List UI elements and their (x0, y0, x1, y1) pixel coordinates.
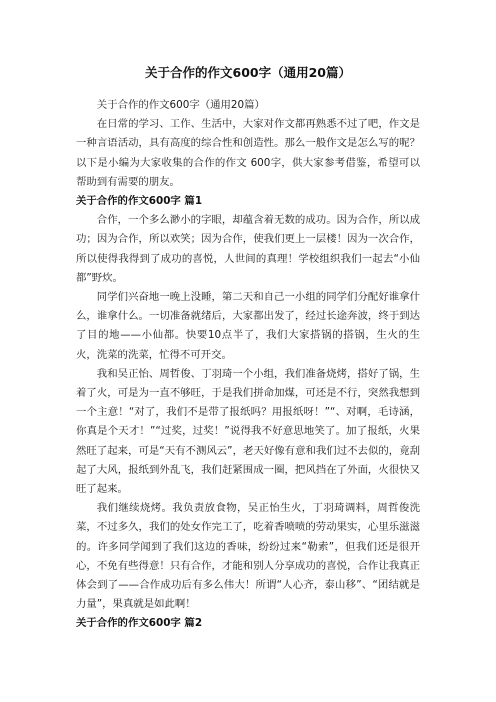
section-heading-2: 关于合作的作文600字 篇2 (76, 617, 203, 630)
section-heading-1: 关于合作的作文600字 篇1 (76, 195, 203, 208)
body-paragraph: 合作，一个多么渺小的字眼，却蕴含着无数的成功。因为合作，所以成功；因为合作，所以欢笑；因为合作，使我们更上一层楼！因为一次合作，所以使得我得到了成功的喜悦，人世间的真理！学校组织我们一起去“小仙都”野炊。 (76, 214, 420, 284)
subtitle-paragraph: 关于合作的作文600字（通用20篇） (96, 99, 265, 111)
body-paragraph: 我和吴正怡、周哲俊、丁羽琦一个小组，我们准备烧烤，搭好了锅，生着了火，可是为一直不够旺，于是我们拼命加煤，可还是不行，突然我想到一个主意！“对了，我们不是带了报纸吗？用报纸呀！”“、对啊，毛诗涵，你真是个天才！”“过奖，过奖！”说得我不好意思地笑了。加了报纸，火果然旺了起来，可是“天有不测风云”，老天好像有意和我们过不去似的，竟刮起了大风，报纸到外乱飞，我们赶紧围成一圈，把风挡在了外面，火很快又旺了起来。 (76, 367, 420, 496)
intro-paragraph: 在日常的学习、工作、生活中，大家对作文都再熟悉不过了吧，作文是一种言语活动，具有高度的综合性和创造性。那么一般作文是怎么写的呢？以下是小编为大家收集的合作的作文 600字，供大家参考借鉴，希望可以帮助到有需要的朋友。 (76, 118, 420, 188)
body-paragraph: 我们继续烧烤。我负责放食物，吴正怡生火，丁羽琦调料，周哲俊洗菜，不过多久，我们的处女作完工了，吃着香喷喷的劳动果实，心里乐滋滋的。许多同学闻到了我们这边的香味，纷纷过来“勒索”，但我们还是很开心，不免有些得意！只有合作，才能和别人分享成功的喜悦，合作让我真正体会到了——合作成功后有多么伟大！所谓“人心齐，泰山移”、“团结就是力量”，果真就是如此啊！ (76, 502, 420, 611)
body-paragraph: 同学们兴奋地一晚上没睡，第二天和自己一小组的同学们分配好谁拿什么，谁拿什么。一切准备就绪后，大家都出发了，经过长途奔波，终于到达了目的地——小仙都。快要10点半了，我们大家搭锅的搭锅，生火的生火，洗菜的洗菜，忙得不可开交。 (76, 291, 420, 361)
document-title: 关于合作的作文600字（通用20篇） (145, 65, 351, 80)
